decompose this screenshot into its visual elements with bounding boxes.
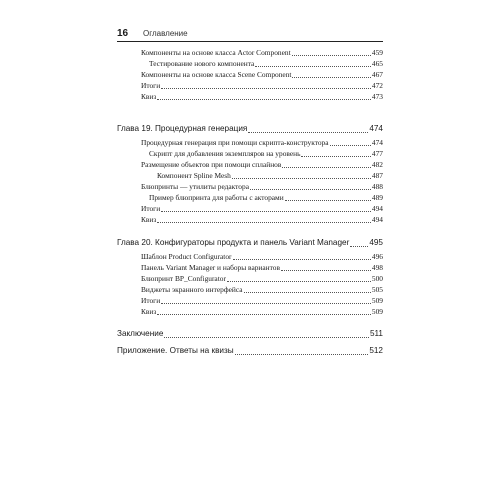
toc-entry: Пример блюпринта для работы с акторами 489 [149,193,383,202]
toc-entry: Квиз 509 [141,307,383,316]
toc-entry: Итоги 494 [141,204,383,213]
toc-entry: Компоненты на основе класса Scene Component 467 [141,70,383,79]
toc-chapter: Заключение 511 [117,329,383,338]
running-title: Оглавление [143,29,188,38]
toc-entry: Размещение объектов при помощи сплайнов 482 [141,160,383,169]
toc-chapter: Глава 20. Конфигураторы продукта и панель Variant Manager 495 [117,238,383,247]
header-rule [117,41,383,42]
page-number: 16 [117,28,129,39]
toc-entry: Блюпринты — утилиты редактора 488 [141,182,383,191]
toc-entry: Компоненты на основе класса Actor Component 459 [141,48,383,57]
toc-chapter: Глава 19. Процедурная генерация 474 [117,124,383,133]
toc-entry: Скрипт для добавления экземпляров на уровень 477 [149,149,383,158]
toc-chapter: Приложение. Ответы на квизы 512 [117,346,383,355]
running-header [117,28,383,42]
toc-entry: Процедурная генерация при помощи скрипта-конструктора 474 [141,138,383,147]
toc-entry: Виджеты экранного интерфейса 505 [141,285,383,294]
toc-entry: Тестирование нового компонента 465 [149,59,383,68]
toc-entry: Итоги 509 [141,296,383,305]
toc-entry: Квиз 473 [141,92,383,101]
toc-entry: Итоги 472 [141,81,383,90]
toc-entry: Шаблон Product Configurator 496 [141,252,383,261]
toc-entry: Панель Variant Manager и наборы вариантов 498 [141,263,383,272]
toc-entry: Блюпринт BP_Configurator 500 [141,274,383,283]
toc-entry: Компонент Spline Mesh 487 [157,171,383,180]
toc-entry: Квиз 494 [141,215,383,224]
